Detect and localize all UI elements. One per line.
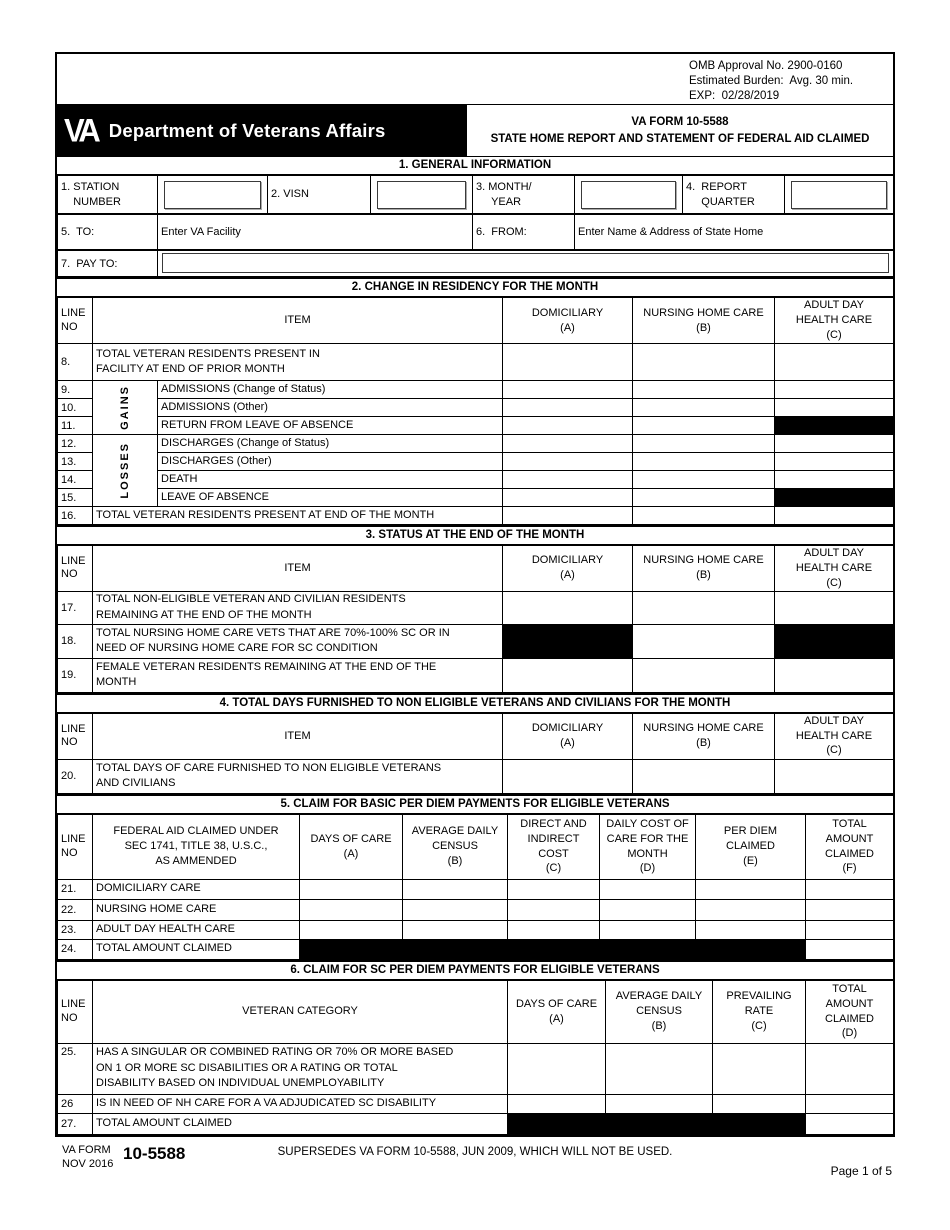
col-header-domiciliary: DOMICILIARY (A): [503, 298, 633, 344]
line-no: 14.: [58, 471, 93, 489]
row-item: IS IN NEED OF NH CARE FOR A VA ADJUDICATED SC DISABILITY: [93, 1094, 508, 1113]
col-header-nursing-home: NURSING HOME CARE (B): [633, 713, 775, 759]
report-quarter-cell: [785, 176, 894, 214]
col-header-adult-day: ADULT DAY HEALTH CARE (C): [775, 546, 894, 592]
omb-approval-info: OMB Approval No. 2900-0160 Estimated Burden: Avg. 30 min. EXP: 02/28/2019: [689, 60, 854, 103]
col-header-nursing-home: NURSING HOME CARE (B): [633, 298, 775, 344]
data-cell[interactable]: [696, 899, 806, 920]
data-cell[interactable]: [713, 1094, 806, 1113]
month-year-label: 3. MONTH/ YEAR: [473, 176, 575, 214]
data-cell[interactable]: [775, 658, 894, 692]
line-no: 26: [58, 1094, 93, 1113]
line-no: 22.: [58, 899, 93, 920]
data-cell[interactable]: [806, 899, 894, 920]
col-header-prevailing-rate: PREVAILING RATE (C): [713, 980, 806, 1043]
data-cell[interactable]: [503, 435, 633, 453]
blocked-cell: [508, 1113, 806, 1134]
to-label: 5. TO:: [58, 215, 158, 250]
va-department-banner: [57, 105, 467, 156]
line-no: 13.: [58, 453, 93, 471]
line-no: 23.: [58, 920, 93, 939]
visn-label: 2. VISN: [268, 176, 371, 214]
page-footer: [55, 1140, 895, 1190]
data-cell[interactable]: [600, 899, 696, 920]
section2-table: [57, 297, 894, 525]
section4-table: [57, 713, 894, 794]
blocked-cell: [300, 939, 806, 959]
from-value-field[interactable]: Enter Name & Address of State Home: [575, 215, 894, 250]
footer-supersedes-note: SUPERSEDES VA FORM 10-5588, JUN 2009, WHICH WILL NOT BE USED.: [277, 1146, 673, 1158]
col-header-total-amount-claimed: TOTAL AMOUNT CLAIMED (D): [806, 980, 894, 1043]
form-title: STATE HOME REPORT AND STATEMENT OF FEDERAL AID CLAIMED: [490, 132, 870, 145]
data-cell[interactable]: [775, 591, 894, 624]
section1-row3-table: [57, 250, 894, 277]
data-cell[interactable]: [806, 879, 894, 899]
col-header-federal-aid: FEDERAL AID CLAIMED UNDER SEC 1741, TITLE 38, U.S.C., AS AMMENDED: [93, 814, 300, 879]
row-item: TOTAL AMOUNT CLAIMED: [93, 1113, 508, 1134]
col-header-days-of-care: DAYS OF CARE (A): [300, 814, 403, 879]
data-cell[interactable]: [633, 591, 775, 624]
col-header-line-no: LINE NO: [58, 298, 93, 344]
data-cell[interactable]: [633, 453, 775, 471]
col-header-daily-cost: DAILY COST OF CARE FOR THE MONTH (D): [600, 814, 696, 879]
row-item: NURSING HOME CARE: [93, 899, 300, 920]
data-cell[interactable]: [508, 1094, 606, 1113]
col-header-item: ITEM: [93, 713, 503, 759]
data-cell[interactable]: [503, 471, 633, 489]
row-item: ADMISSIONS (Change of Status): [158, 381, 503, 399]
line-no: 10.: [58, 399, 93, 417]
data-cell[interactable]: [806, 1113, 894, 1134]
section1-title: 1. GENERAL INFORMATION: [57, 157, 893, 175]
form-title-block: [467, 105, 893, 156]
row-item: TOTAL DAYS OF CARE FURNISHED TO NON ELIGIBLE VETERANS AND CIVILIANS: [93, 759, 503, 793]
header-banner: [57, 105, 893, 157]
data-cell[interactable]: [508, 879, 600, 899]
data-cell[interactable]: [300, 899, 403, 920]
col-header-line-no: LINE NO: [58, 713, 93, 759]
blocked-cell: [503, 624, 633, 658]
line-no: 9.: [58, 381, 93, 399]
blocked-cell: [775, 417, 894, 435]
section3-table: [57, 545, 894, 693]
data-cell[interactable]: [606, 1094, 713, 1113]
row-item: DOMICILIARY CARE: [93, 879, 300, 899]
data-cell[interactable]: [503, 489, 633, 507]
col-header-line-no: LINE NO: [58, 814, 93, 879]
col-header-item: ITEM: [93, 298, 503, 344]
data-cell[interactable]: [508, 899, 600, 920]
line-no: 16.: [58, 507, 93, 525]
data-cell[interactable]: [508, 1043, 606, 1094]
row-item: DEATH: [158, 471, 503, 489]
col-header-adult-day: ADULT DAY HEALTH CARE (C): [775, 713, 894, 759]
line-no: 27.: [58, 1113, 93, 1134]
data-cell[interactable]: [775, 344, 894, 381]
row-item: TOTAL VETERAN RESIDENTS PRESENT IN FACILITY AT END OF PRIOR MONTH: [93, 344, 503, 381]
losses-group-label: LOSSES: [93, 435, 158, 507]
col-header-average-daily-census: AVERAGE DAILY CENSUS (B): [403, 814, 508, 879]
footer-page-indicator: Page 1 of 5: [830, 1164, 892, 1178]
data-cell[interactable]: [633, 381, 775, 399]
col-header-days-of-care: DAYS OF CARE (A): [508, 980, 606, 1043]
data-cell[interactable]: [775, 435, 894, 453]
pay-to-input[interactable]: [162, 253, 889, 273]
data-cell[interactable]: [606, 1043, 713, 1094]
section2-title: 2. CHANGE IN RESIDENCY FOR THE MONTH: [57, 277, 893, 297]
footer-form-number: 10-5588: [123, 1144, 186, 1163]
data-cell[interactable]: [633, 759, 775, 793]
section3-title: 3. STATUS AT THE END OF THE MONTH: [57, 525, 893, 545]
data-cell[interactable]: [806, 939, 894, 959]
line-no: 11.: [58, 417, 93, 435]
month-year-cell: [575, 176, 683, 214]
row-item: TOTAL NURSING HOME CARE VETS THAT ARE 70%-100% SC OR IN NEED OF NURSING HOME CARE FOR SC CONDITION: [93, 624, 503, 658]
row-item: LEAVE OF ABSENCE: [158, 489, 503, 507]
data-cell[interactable]: [775, 453, 894, 471]
report-quarter-input[interactable]: [791, 181, 887, 209]
blocked-cell: [775, 624, 894, 658]
col-header-direct-indirect-cost: DIRECT AND INDIRECT COST (C): [508, 814, 600, 879]
month-year-input[interactable]: [581, 181, 676, 209]
row-item: DISCHARGES (Change of Status): [158, 435, 503, 453]
section1-row1-table: [57, 175, 894, 214]
line-no: 25.: [58, 1043, 93, 1094]
gains-group-label: GAINS: [93, 381, 158, 435]
data-cell[interactable]: [300, 879, 403, 899]
line-no: 20.: [58, 759, 93, 793]
data-cell[interactable]: [696, 920, 806, 939]
data-cell[interactable]: [600, 920, 696, 939]
data-cell[interactable]: [633, 507, 775, 525]
data-cell[interactable]: [403, 879, 508, 899]
col-header-item: ITEM: [93, 546, 503, 592]
section5-table: [57, 814, 894, 960]
data-cell[interactable]: [503, 453, 633, 471]
blocked-cell: [775, 489, 894, 507]
col-header-total-amount-claimed: TOTAL AMOUNT CLAIMED (F): [806, 814, 894, 879]
col-header-domiciliary: DOMICILIARY (A): [503, 546, 633, 592]
data-cell[interactable]: [633, 399, 775, 417]
to-value-field[interactable]: Enter VA Facility: [158, 215, 473, 250]
visn-input[interactable]: [377, 181, 466, 209]
data-cell[interactable]: [403, 920, 508, 939]
section6-table: [57, 980, 894, 1135]
data-cell[interactable]: [775, 507, 894, 525]
col-header-line-no: LINE NO: [58, 546, 93, 592]
data-cell[interactable]: [633, 471, 775, 489]
col-header-adult-day: ADULT DAY HEALTH CARE (C): [775, 298, 894, 344]
col-header-nursing-home: NURSING HOME CARE (B): [633, 546, 775, 592]
data-cell[interactable]: [633, 417, 775, 435]
visn-cell: [371, 176, 473, 214]
data-cell[interactable]: [633, 344, 775, 381]
col-header-veteran-category: VETERAN CATEGORY: [93, 980, 508, 1043]
row-item: HAS A SINGULAR OR COMBINED RATING OR 70% OR MORE BASED ON 1 OR MORE SC DISABILITIES OR A RATING OR TOTAL DISABILITY BASED ON INDIVIDUAL UNEMPLOYABILITY: [93, 1043, 508, 1094]
data-cell[interactable]: [633, 435, 775, 453]
va-form-10-5588: [55, 52, 895, 1137]
omb-row: [57, 54, 893, 105]
row-item: TOTAL NON-ELIGIBLE VETERAN AND CIVILIAN RESIDENTS REMAINING AT THE END OF THE MONTH: [93, 591, 503, 624]
data-cell[interactable]: [503, 344, 633, 381]
col-header-average-daily-census: AVERAGE DAILY CENSUS (B): [606, 980, 713, 1043]
line-no: 15.: [58, 489, 93, 507]
row-item: FEMALE VETERAN RESIDENTS REMAINING AT THE END OF THE MONTH: [93, 658, 503, 692]
row-item: TOTAL VETERAN RESIDENTS PRESENT AT END OF THE MONTH: [93, 507, 503, 525]
department-name: Department of Veterans Affairs: [108, 119, 386, 141]
line-no: 24.: [58, 939, 93, 959]
va-logo-icon: VA: [64, 111, 97, 149]
section6-title: 6. CLAIM FOR SC PER DIEM PAYMENTS FOR ELIGIBLE VETERANS: [57, 960, 893, 980]
col-header-line-no: LINE NO: [58, 980, 93, 1043]
data-cell[interactable]: [508, 920, 600, 939]
line-no: 19.: [58, 658, 93, 692]
line-no: 8.: [58, 344, 93, 381]
row-item: ADMISSIONS (Other): [158, 399, 503, 417]
data-cell[interactable]: [503, 381, 633, 399]
line-no: 21.: [58, 879, 93, 899]
data-cell[interactable]: [713, 1043, 806, 1094]
row-item: ADULT DAY HEALTH CARE: [93, 920, 300, 939]
section4-title: 4. TOTAL DAYS FURNISHED TO NON ELIGIBLE VETERANS AND CIVILIANS FOR THE MONTH: [57, 693, 893, 713]
data-cell[interactable]: [503, 507, 633, 525]
data-cell[interactable]: [806, 1043, 894, 1094]
row-item: TOTAL AMOUNT CLAIMED: [93, 939, 300, 959]
station-number-input[interactable]: [164, 181, 261, 209]
data-cell[interactable]: [775, 399, 894, 417]
data-cell[interactable]: [600, 879, 696, 899]
data-cell[interactable]: [696, 879, 806, 899]
data-cell[interactable]: [633, 489, 775, 507]
from-label: 6. FROM:: [473, 215, 575, 250]
data-cell[interactable]: [503, 417, 633, 435]
data-cell[interactable]: [775, 381, 894, 399]
station-number-label: 1. STATION NUMBER: [58, 176, 158, 214]
station-number-cell: [158, 176, 268, 214]
data-cell[interactable]: [503, 658, 633, 692]
data-cell[interactable]: [503, 399, 633, 417]
col-header-per-diem-claimed: PER DIEM CLAIMED (E): [696, 814, 806, 879]
form-number-heading: VA FORM 10-5588: [631, 115, 729, 128]
data-cell[interactable]: [633, 658, 775, 692]
pay-to-cell: [158, 251, 894, 277]
data-cell[interactable]: [300, 920, 403, 939]
footer-form-label: VA FORM NOV 2016: [62, 1144, 114, 1171]
data-cell[interactable]: [503, 759, 633, 793]
row-item: RETURN FROM LEAVE OF ABSENCE: [158, 417, 503, 435]
col-header-domiciliary: DOMICILIARY (A): [503, 713, 633, 759]
data-cell[interactable]: [403, 899, 508, 920]
section1-row2-table: [57, 214, 894, 250]
data-cell[interactable]: [775, 471, 894, 489]
line-no: 18.: [58, 624, 93, 658]
pay-to-label: 7. PAY TO:: [58, 251, 158, 277]
data-cell[interactable]: [775, 759, 894, 793]
row-item: DISCHARGES (Other): [158, 453, 503, 471]
data-cell[interactable]: [806, 920, 894, 939]
data-cell[interactable]: [503, 591, 633, 624]
line-no: 17.: [58, 591, 93, 624]
data-cell[interactable]: [633, 624, 775, 658]
data-cell[interactable]: [806, 1094, 894, 1113]
line-no: 12.: [58, 435, 93, 453]
section5-title: 5. CLAIM FOR BASIC PER DIEM PAYMENTS FOR ELIGIBLE VETERANS: [57, 794, 893, 814]
report-quarter-label: 4. REPORT QUARTER: [683, 176, 785, 214]
